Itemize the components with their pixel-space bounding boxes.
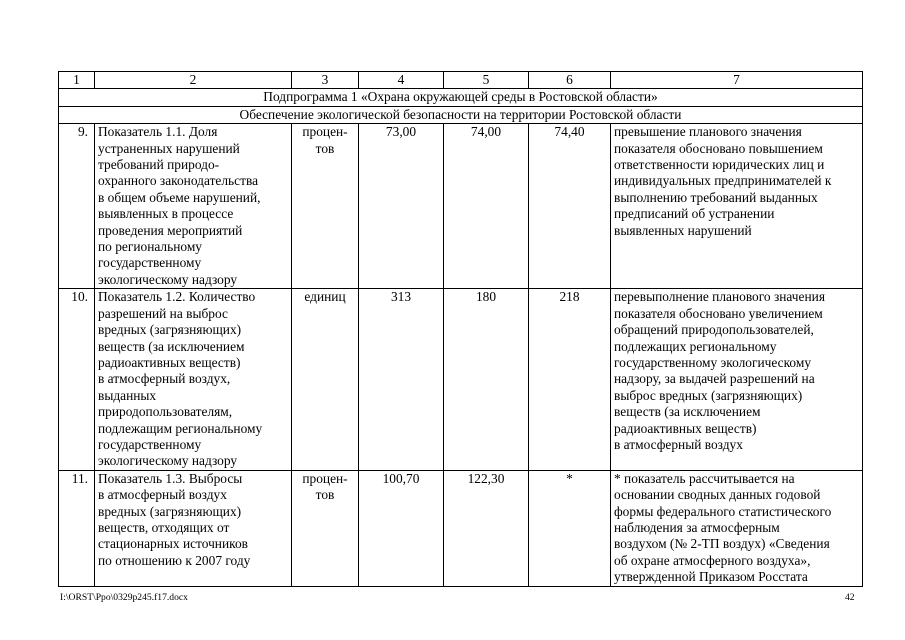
header-cell: 1 xyxy=(59,72,95,89)
value-col5: 74,00 xyxy=(444,124,529,289)
section-row xyxy=(59,106,863,123)
row-number: 10. xyxy=(59,289,95,470)
row-number: 9. xyxy=(59,124,95,289)
value-col6: * xyxy=(529,470,611,586)
unit-cell xyxy=(292,289,359,470)
header-cell: 5 xyxy=(444,72,529,89)
unit-text: единиц xyxy=(304,289,346,305)
file-path: I:\ORST\Ppo\0329p245.f17.docx xyxy=(60,592,188,603)
header-row xyxy=(59,72,863,89)
note-cell xyxy=(611,289,863,470)
note-cell xyxy=(611,470,863,586)
unit-cell xyxy=(292,470,359,586)
indicator-text: Показатель 1.2. Количество разрешений на выброс вредных (загрязняющих) веществ (за исключением радиоактивных веществ) в атмосферный воздух, выданных природопользователям, подлежащим региональному государственному экологическому надзору xyxy=(98,289,263,469)
value-col6: 218 xyxy=(529,289,611,470)
table-row xyxy=(59,289,863,470)
indicator-text: Показатель 1.1. Доля устраненных нарушений требований природо- охранного законодательства в общем объеме нарушений, выявленных в процессе проведения мероприятий по региональному государственному экологическому надзору xyxy=(98,124,261,287)
indicator-cell xyxy=(95,289,292,470)
header-cell: 7 xyxy=(611,72,863,89)
value-col5: 122,30 xyxy=(444,470,529,586)
header-cell: 2 xyxy=(95,72,292,89)
header-cell: 6 xyxy=(529,72,611,89)
table-row xyxy=(59,124,863,289)
header-cell: 3 xyxy=(292,72,359,89)
note-cell xyxy=(611,124,863,289)
subprogram-row xyxy=(59,89,863,106)
indicator-cell xyxy=(95,124,292,289)
value-col5: 180 xyxy=(444,289,529,470)
row-number: 11. xyxy=(59,470,95,586)
header-cell: 4 xyxy=(359,72,444,89)
note-text: превышение планового значения показателя обосновано повышением ответственности юридических лиц и индивидуальных предпринимателей к выполнению требований выданных предписаний об устранении выявленных нарушений xyxy=(614,124,832,238)
indicator-cell xyxy=(95,470,292,586)
table-row xyxy=(59,470,863,586)
value-col4: 73,00 xyxy=(359,124,444,289)
subprogram-title: Подпрограмма 1 «Охрана окружающей среды в Ростовской области» xyxy=(59,89,863,106)
indicator-text: Показатель 1.3. Выбросы в атмосферный воздух вредных (загрязняющих) веществ, отходящих от стационарных источников по отношению к 2007 году xyxy=(98,470,251,568)
unit-text: процен- тов xyxy=(302,470,348,503)
value-col4: 100,70 xyxy=(359,470,444,586)
section-title: Обеспечение экологической безопасности на территории Ростовской области xyxy=(59,106,863,123)
page-number: 42 xyxy=(845,592,855,603)
value-col6: 74,40 xyxy=(529,124,611,289)
unit-text: процен- тов xyxy=(302,124,348,156)
indicators-table xyxy=(58,71,863,587)
value-col4: 313 xyxy=(359,289,444,470)
note-text: * показатель рассчитывается на основании сводных данных годовой формы федерального статистического наблюдения за атмосферным воздухом (№ 2-ТП воздух) «Сведения об охране атмосферного воздуха», утвержденной Приказом Росстата xyxy=(614,470,832,585)
note-text: перевыполнение планового значения показателя обосновано увеличением обращений природопользователей, подлежащих региональному государственному экологическому надзору, за выдачей разрешений на выброс вредных (загрязняющих) веществ (за исключением радиоактивных веществ) в атмосферный воздух xyxy=(614,289,825,452)
unit-cell xyxy=(292,124,359,289)
